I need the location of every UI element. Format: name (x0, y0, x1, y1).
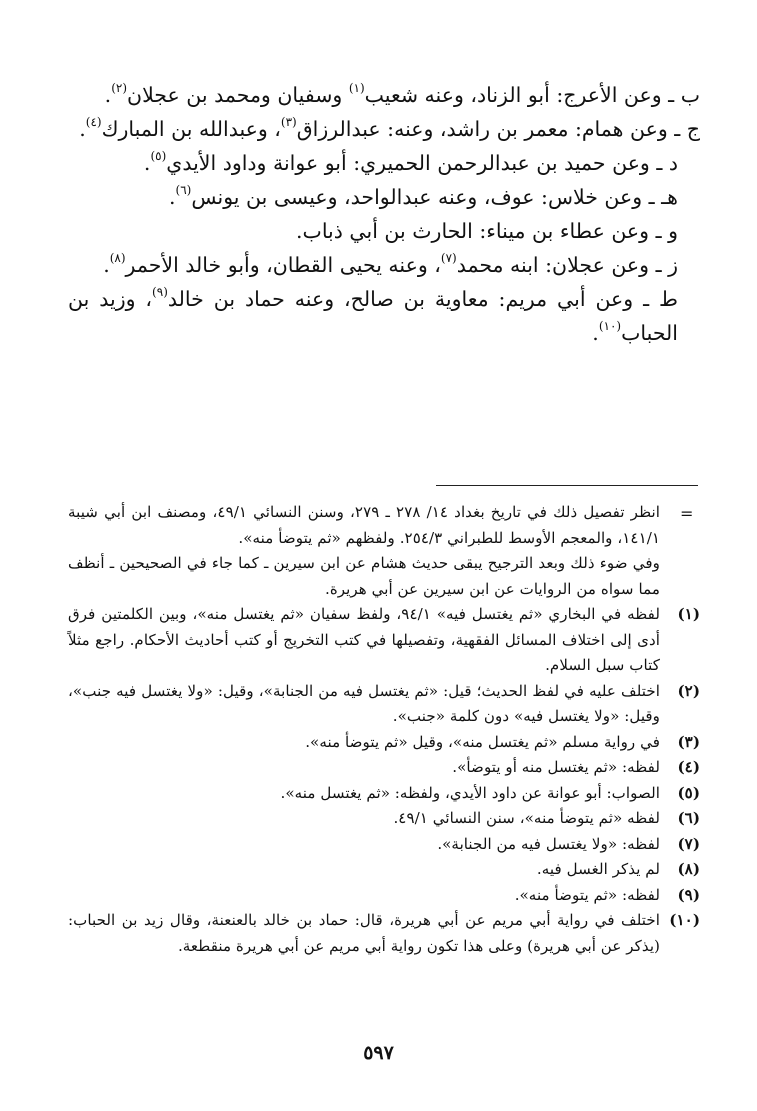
footnote-item (68, 832, 700, 858)
footnote-number: (٩) (677, 885, 700, 904)
para-t-end: . (592, 321, 599, 345)
footnote-number: (٥) (677, 783, 700, 802)
footnote-text: اختلف في رواية أبي مريم عن أبي هريرة، قال: حماد بن خالد بالعنعنة، وقال زيد بن الحباب: (يذكر عن أبي هريرة) وعلى هذا تكون رواية أبي مريم عن أبي هريرة منقطعة. (68, 911, 660, 955)
footnote-ref-9: (٩) (152, 285, 168, 299)
footnote-text: لفظه «ثم يتوضأ منه»، سنن النسائي ٤٩/١. (393, 809, 660, 827)
footnote-ref-5: (٥) (150, 149, 167, 163)
footnote-continuation-1: انظر تفصيل ذلك في تاريخ بغداد ١٤/ ٢٧٨ ـ ٢٧٩، وسنن النسائي ٤٩/١، ومصنف ابن أبي شيبة ١٤١/١، والمعجم الأوسط للطبراني ٢٥٤/٣. ولفظهم «ثم يتوضأ منه». (68, 503, 660, 547)
paragraph-z (68, 248, 700, 282)
footnote-list (68, 602, 700, 959)
paragraph-w (68, 214, 700, 248)
footnote-item (68, 857, 700, 883)
para-h-text: هـ ـ وعن خلاس: عوف، وعنه عبدالواحد، وعيسى بن يونس (191, 185, 678, 209)
footnote-ref-7: (٧) (440, 251, 457, 265)
footnote-ref-6: (٦) (175, 183, 192, 197)
page-number: ٥٩٧ (363, 1042, 394, 1064)
footnote-item (68, 806, 700, 832)
paragraph-b (68, 78, 700, 112)
footnote-text: في رواية مسلم «ثم يغتسل منه»، وقيل «ثم يتوضأ منه». (305, 732, 660, 751)
para-t-text: ط ـ وعن أبي مريم: معاوية بن صالح، وعنه حماد بن خالد (167, 287, 678, 311)
paragraph-h (68, 180, 700, 214)
para-t-text2: ، وزيد بن الحباب (68, 287, 678, 345)
footnote-ref-8: (٨) (109, 251, 126, 265)
footnote-separator (436, 485, 698, 486)
footnote-item (68, 730, 700, 756)
paragraph-d (68, 146, 700, 180)
footnote-ref-4: (٤) (85, 115, 102, 129)
footnote-item (68, 602, 700, 679)
footnote-text: اختلف عليه في لفظ الحديث؛ قيل: «ثم يغتسل فيه من الجنابة»، وقيل: «ولا يغتسل فيه جنب»، وقيل: «ولا يغتسل فيه» دون كلمة «جنب». (68, 681, 660, 725)
paragraph-j (68, 112, 700, 146)
para-z-text2: ، وعنه يحيى القطان، وأبو خالد الأحمر (125, 253, 441, 277)
para-j-text: ج ـ وعن همام: معمر بن راشد، وعنه: عبدالرزاق (296, 117, 700, 141)
footnote-text: الصواب: أبو عوانة عن داود الأيدي، ولفظه: «ثم يغتسل منه». (280, 783, 660, 802)
footnote-item (68, 908, 700, 959)
footnote-number: (٦) (677, 809, 700, 827)
footnote-number: (٨) (677, 860, 700, 878)
footnote-continuation-2: وفي ضوء ذلك وبعد الترجيح يبقى حديث هشام عن ابن سيرين ـ كما جاء في الصحيحين ـ أنظف مما سواه من الروايات عن ابن سيرين عن أبي هريرة. (68, 554, 660, 598)
footnote-item (68, 781, 700, 807)
footnote-number: (٢) (677, 681, 700, 700)
footnote-number: (٣) (677, 732, 700, 751)
footnote-item (68, 679, 700, 730)
footnote-item (68, 883, 700, 909)
para-d-text: د ـ وعن حميد بن عبدالرحمن الحميري: أبو عوانة وداود الأيدي (166, 151, 678, 175)
footnote-ref-1: (١) (348, 81, 365, 95)
para-z-end: . (103, 253, 110, 277)
para-w-text: و ـ وعن عطاء بن ميناء: الحارث بن أبي ذباب. (296, 219, 678, 243)
footnote-number: (٧) (677, 834, 700, 853)
footnote-number: (١٠) (669, 911, 700, 929)
para-j-end: . (79, 117, 86, 141)
para-b-text: ب ـ وعن الأعرج: أبو الزناد، وعنه شعيب (364, 83, 700, 107)
footnote-ref-2: (٢) (111, 81, 128, 95)
footnote-number: (٤) (677, 758, 700, 776)
footnote-text: لفظه: «ثم يغتسل منه أو يتوضأ». (452, 758, 660, 776)
footnote-text: لفظه في البخاري «ثم يغتسل فيه» ٩٤/١، ولفظ سفيان «ثم يغتسل منه»، وبين الكلمتين فرق أدى إلى اختلاف المسائل الفقهية، وتفصيلها في كتب التخريج أو كتب أحاديث الأحكام. راجع مثلاً كتاب سبل السلام. (68, 605, 660, 674)
para-z-text: ز ـ وعن عجلان: ابنه محمد (456, 253, 678, 277)
footnotes (68, 500, 700, 959)
para-b-end: . (104, 83, 112, 107)
para-j-text2: ، وعبدالله بن المبارك (101, 117, 281, 141)
para-d-end: . (143, 151, 151, 175)
footnote-text: لفظه: «ولا يغتسل فيه من الجنابة». (437, 834, 660, 853)
footnote-ref-10: (١٠) (598, 319, 622, 333)
footnote-text: لم يذكر الغسل فيه. (536, 860, 660, 878)
footnote-continuation-marker: = (680, 504, 694, 523)
para-h-end: . (169, 185, 176, 209)
para-b-text2: وسفيان ومحمد بن عجلان (127, 83, 349, 107)
main-text (68, 78, 700, 350)
footnote-number: (١) (677, 605, 700, 623)
footnote-text: لفظه: «ثم يتوضأ منه». (514, 885, 660, 904)
footnote-ref-3: (٣) (280, 115, 297, 129)
footnote-item (68, 755, 700, 781)
paragraph-t (68, 282, 700, 350)
